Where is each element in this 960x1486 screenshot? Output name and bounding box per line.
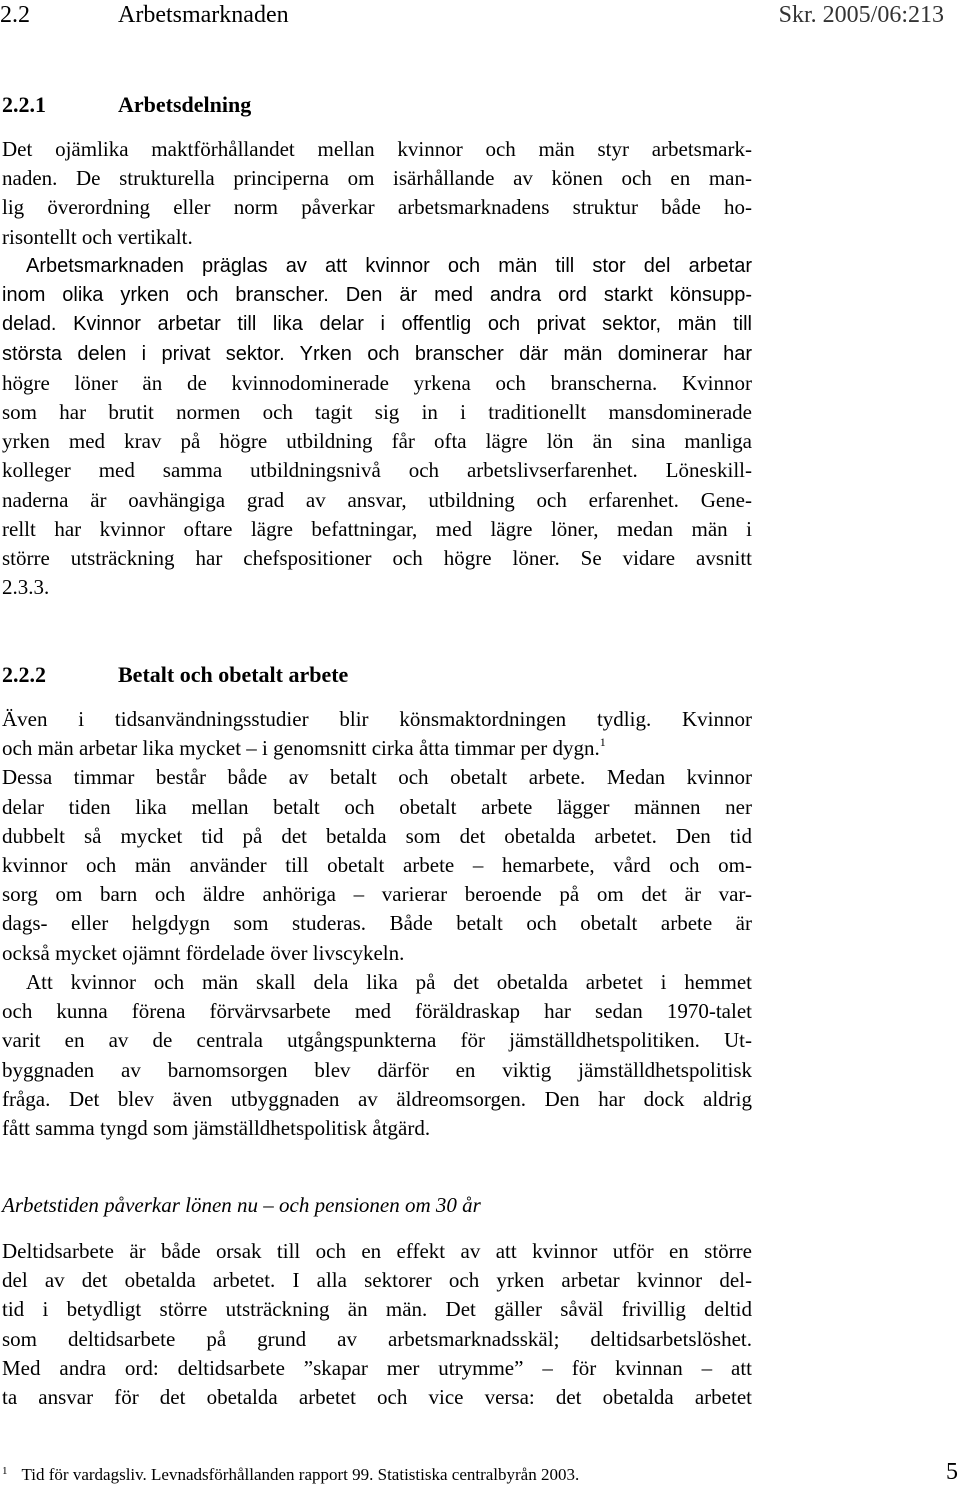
text-line: Det ojämlika maktförhållandet mellan kvinnor och män styr arbetsmark- [2, 137, 752, 161]
text-line: som deltidsarbete på grund av arbetsmarknadsskäl; deltidsarbetslöshet. [2, 1326, 752, 1351]
text-line: 2.3.3. [2, 575, 50, 600]
paragraph-arbetstiden [2, 1237, 752, 1412]
paragraph-arbetsdelning-1 [2, 135, 752, 252]
footnote-text: Tid för vardagsliv. Levnadsförhållanden rapport 99. Statistiska centralbyrån 2003. [21, 1465, 580, 1484]
text-line: rellt har kvinnor oftare lägre befattningar, med lägre löner, medan män i [2, 516, 752, 541]
text-line: ta ansvar för det obetalda arbetet och vice versa: det obetalda arbetet [2, 1384, 752, 1409]
text-line: Arbetsmarknaden präglas av att kvinnor och män till stor del arbetar [26, 255, 752, 277]
subsection-heading: Arbetstiden påverkar lönen nu – och pensionen om 30 år [2, 1193, 481, 1217]
text-line: Även i tidsanvändningsstudier blir könsmaktordningen tydlig. Kvinnor [2, 707, 752, 731]
text-line: största delen i privat sektor. Yrken och branscher där män dominerar har [2, 342, 752, 365]
page-number: 5 [946, 1459, 958, 1485]
text-line: inom olika yrken och branscher. Den är med andra ord starkt könsupp- [2, 284, 752, 307]
text-line: fått samma tyngd som jämställdhetspolitisk åtgärd. [2, 1115, 431, 1140]
paragraph-arbetsdelning-2 [2, 252, 752, 602]
paragraph-betalt-obetalt-2 [2, 968, 752, 1143]
text-line: delar tiden lika mellan betalt och obetalt arbete lägger männen ner [2, 794, 752, 819]
text-line: fråga. Det blev även utbyggnaden av äldreomsorgen. Den har dock aldrig [2, 1086, 752, 1111]
text-line: som har brutit normen och tagit sig in i traditionellt mansdominerade [2, 399, 752, 424]
text-line-with-footnote [2, 734, 752, 763]
section-number: 2.2.1 [2, 92, 46, 117]
text-line: kolleger med samma utbildningsnivå och arbetslivserfarenhet. Löneskill- [2, 458, 752, 483]
paragraph-betalt-obetalt-1 [2, 705, 752, 968]
running-head-section-number: 2.2 [0, 2, 30, 28]
text-line: dubbelt så mycket tid på det betalda som det obetalda arbetet. Den tid [2, 823, 752, 848]
text-line: Att kvinnor och män skall dela lika på det obetalda arbetet i hemmet [26, 970, 752, 994]
text-line: dags- eller helgdygn som studeras. Både betalt och obetalt arbete är [2, 911, 752, 936]
text-line: lig överordning eller norm påverkar arbetsmarknadens struktur både ho- [2, 195, 752, 220]
text-line: större utsträckning har chefspositioner och högre löner. Se vidare avsnitt [2, 545, 752, 570]
text-line: också mycket ojämnt fördelade över livscykeln. [2, 940, 405, 965]
footnote-reference[interactable]: 1 [599, 735, 606, 750]
text-line: risontellt och vertikalt. [2, 224, 193, 249]
text-line: Med andra ord: deltidsarbete ”skapar mer utrymme” – för kvinnan – att [2, 1355, 752, 1380]
running-head [0, 0, 960, 30]
text-line: delad. Kvinnor arbetar till lika delar i offentlig och privat sektor, män till [2, 313, 752, 336]
text-line-content: och män arbetar lika mycket – i genomsnitt cirka åtta timmar per dygn. [2, 736, 600, 761]
text-line: yrken med krav på högre utbildning får ofta lägre lön än sina manliga [2, 429, 752, 454]
text-line: tid i betydligt större utsträckning än män. Det gäller såväl frivillig deltid [2, 1297, 752, 1322]
section-title: Betalt och obetalt arbete [118, 662, 349, 687]
footnote-number: 1 [2, 1465, 8, 1477]
text-line: högre löner än de kvinnodominerade yrkena och branscherna. Kvinnor [2, 370, 752, 395]
text-line: kvinnor och män använder till obetalt arbete – hemarbete, vård och om- [2, 852, 752, 877]
section-number: 2.2.2 [2, 662, 46, 687]
running-head-document-ref: Skr. 2005/06:213 [778, 2, 944, 28]
text-line: naderna är oavhängiga grad av ansvar, utbildning och erfarenhet. Gene- [2, 487, 752, 512]
footnote [2, 1460, 579, 1486]
section-title: Arbetsdelning [118, 92, 252, 117]
text-line: varit en av de centrala utgångspunkterna för jämställdhetspolitiken. Ut- [2, 1028, 752, 1053]
running-head-section-title: Arbetsmarknaden [118, 2, 289, 28]
text-line: del av det obetalda arbetet. I alla sektorer och yrken arbetar kvinnor del- [2, 1268, 752, 1293]
text-line: byggnaden av barnomsorgen blev därför en viktig jämställdhetspolitisk [2, 1057, 752, 1082]
text-line: och kunna förena förvärvsarbete med föräldraskap har sedan 1970-talet [2, 999, 752, 1024]
text-line: Deltidsarbete är både orsak till och en effekt av att kvinnor utför en större [2, 1239, 752, 1263]
text-line: sorg om barn och äldre anhöriga – varierar beroende på om det är var- [2, 882, 752, 907]
text-line: Dessa timmar består både av betalt och obetalt arbete. Medan kvinnor [2, 765, 752, 790]
text-line: naden. De strukturella principerna om isärhållande av könen och en man- [2, 166, 752, 191]
